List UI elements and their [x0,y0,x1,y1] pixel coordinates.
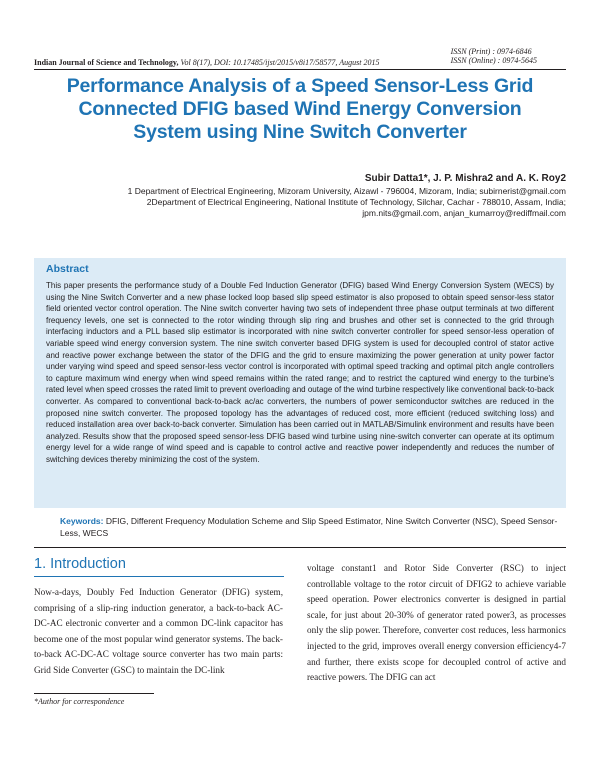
title-line-3: System using Nine Switch Converter [133,121,467,143]
affiliation-1: 1 Department of Electrical Engineering, Mizoram University, Aizawl - 796004, Mizoram, India; subirnerist@gmail.com [127,186,566,196]
title-line-2: Connected DFIG based Wind Energy Conversion [78,98,522,120]
keywords [60,515,560,539]
body-column-right: voltage constant1 and Rotor Side Converter (RSC) to inject controllable voltage to the rotor circuit of DFIG2 to achieve variable speed operation. Power electronics converter is designed in partial scale, for just about 20-30% of generator rated power3, as processes only the slip power. Therefore, converter cost reduces, less harmonics injected to the grid, improves overall energy conversion efficiency4-7 and further, there exists scope for decoupled control of active and reactive powers. The DFIG can act [307,563,566,683]
paper-title [40,75,560,144]
abstract-heading: Abstract [46,263,89,275]
affiliation-2: 2Department of Electrical Engineering, National Institute of Technology, Silchar, Cachar - 788010, Assam, India; [146,197,566,208]
body-column-left: Now-a-days, Doubly Fed Induction Generator (DFIG) system, comprising of a slip-ring induction generator, a back-to-back AC-DC-AC electronic converter and a common DC-link capacitor has become one of the most popular wind generator systems. The back-to-back AC-DC-AC voltage source converter has two main parts: Grid Side Converter (GSC) to maintain the DC-link [34,587,283,675]
keywords-label: Keywords: [60,516,104,526]
abstract-text: This paper presents the performance study of a Double Fed Induction Generator (DFIG) based Wind Energy Conversion System (WECS) by using the Nine Switch Converter and a new phase locked loop based slip speed estimator is also proposed to obtain speed sensor-less stator field oriented vector control operation. The Nine switch converter having two sets of independent three phase output terminals at two different frequency levels, one set is connected to the rotor winding through slip ring and brushes and other set is connected to the grid through interfacing inductors and a PLL based slip estimator is incorporated with nine switch converter controller for speed sensor-less operation of variable speed wind energy conversion system. The nine switch converter based DFIG system is used for decoupled control of stator active and reactive power exchange between the stator of the DFIG and the grid to ensure maximizing the power generation at unity power factor under varying wind speed and speed sensor-less vector control is incorporated with optimal speed tracking and optimal pitch angle controllers to capture maximum wind energy when wind speed remains within the rated range; and to restrict the captured wind energy to the turbine's rated level when speed crosses the rated limit to prevent overloading and outage of the wind turbine respectively like conventional back-to-back converter. As compared to conventional back-to-back ac/ac converters, the numbers of power semiconductor switches are reduced in the proposed nine switch converter. The proposed topology has the advantages of reduced cost, more efficient (reduced switching loss) and reduced installation area over back-to-back converter. Simulation has been carried out in MATLAB/Simulink environment and results have been analyzed. Results show that the proposed speed sensor-less DFIG based wind turbine using nine-switch converter can operate at its optimum energy level for a wide range of wind speed and is capable to control active and reactive power independently and reduces the number of switching devices thereby minimizing the cost of the system. [46,281,554,464]
footnote: *Author for correspondence [34,697,125,706]
issn-print: ISSN (Print) : 0974-6846 [450,47,532,56]
title-line-1: Performance Analysis of a Speed Sensor-Less Grid [66,75,534,97]
issn-online: ISSN (Online) : 0974-5645 [450,56,537,65]
keywords-divider [34,547,566,548]
section-heading: 1. Introduction [34,556,126,572]
journal-citation [34,58,379,67]
issn-block [451,47,537,65]
header-divider [34,69,566,70]
section-underline [34,576,284,577]
journal-details: Vol 8(17), DOI: 10.17485/ijst/2015/v8i17/58577, August 2015 [180,58,380,67]
footnote-divider [34,693,154,694]
keywords-text: DFIG, Different Frequency Modulation Scheme and Slip Speed Estimator, Nine Switch Converter (NSC), Speed Sensor-Less, WECS [60,516,558,538]
affiliation-2-emails: jpm.nits@gmail.com, anjan_kumarroy@rediffmail.com [362,208,566,219]
journal-name: Indian Journal of Science and Technology, [34,58,179,67]
affiliations [36,186,566,220]
authors: Subir Datta1*, J. P. Mishra2 and A. K. Roy2 [364,173,566,184]
